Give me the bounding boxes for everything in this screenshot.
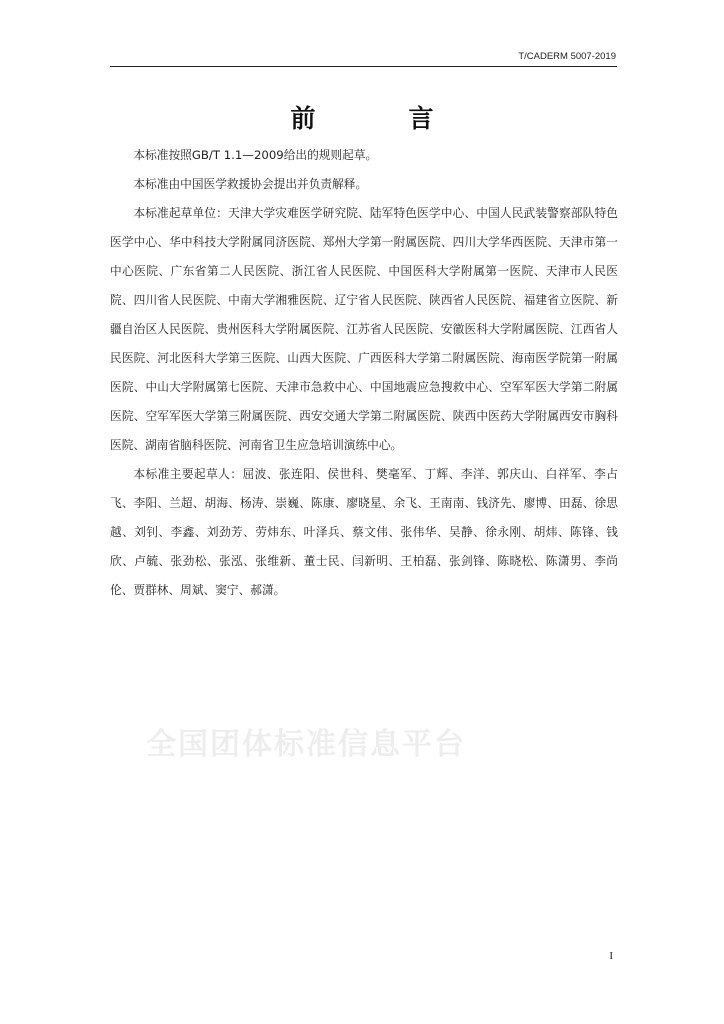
header-rule [110, 66, 617, 67]
page-title: 前 言 [290, 104, 468, 133]
paragraph-drafting-units: 本标准起草单位：天津大学灾难医学研究院、陆军特色医学中心、中国人民武装警察部队特色医学中心、华中科技大学附属同济医院、郑州大学第一附属医院、四川大学华西医院、天津市第一中心医院、广东省第二人民医院、浙江省人民医院、中国医科大学附属第一医院、天津市人民医院、四川省人民医院、中南大学湘雅医院、辽宁省人民医院、陕西省人民医院、福建省立医院、新疆自治区人民医院、贵州医科大学附属医院、江苏省人民医院、安徽医科大学附属医院、江西省人民医院、河北医科大学第三医院、山西大医院、广西医科大学第二附属医院、海南医学院第一附属医院、中山大学附属第七医院、天津市急救中心、中国地震应急搜救中心、空军军医大学第二附属医院、空军军医大学第三附属医院、西安交通大学第二附属医院、陕西中医药大学附属西安市胸科医院、湖南省脑科医院、河南省卫生应急培训演练中心。 [110, 206, 618, 452]
watermark: 全国团体标准信息平台 [146, 727, 466, 762]
body-text [110, 141, 618, 605]
paragraph-proposer: 本标准由中国医学救援协会提出并负责解释。 [133, 177, 368, 191]
paragraph-drafting-rules: 本标准按照GB/T 1.1—2009给出的规则起草。 [133, 148, 378, 162]
paragraph-drafters: 本标准主要起草人：屈波、张连阳、侯世科、樊毫军、丁辉、李洋、郭庆山、白祥军、李占飞、李阳、兰超、胡海、杨涛、崇巍、陈康、廖晓星、余飞、王南南、钱济先、廖博、田磊、徐思越、刘钊、李鑫、刘劲芳、劳炜东、叶泽兵、蔡文伟、张伟华、吴静、徐永刚、胡炜、陈锋、钱欣、卢毓、张劲松、张泓、张维新、董士民、闫新明、王柏磊、张剑锋、陈晓松、陈潇男、李尚伦、贾群林、周斌、窦宁、郝潇。 [110, 467, 618, 597]
standard-code: T/CADERM 5007-2019 [518, 51, 616, 62]
page-number: I [609, 950, 613, 962]
